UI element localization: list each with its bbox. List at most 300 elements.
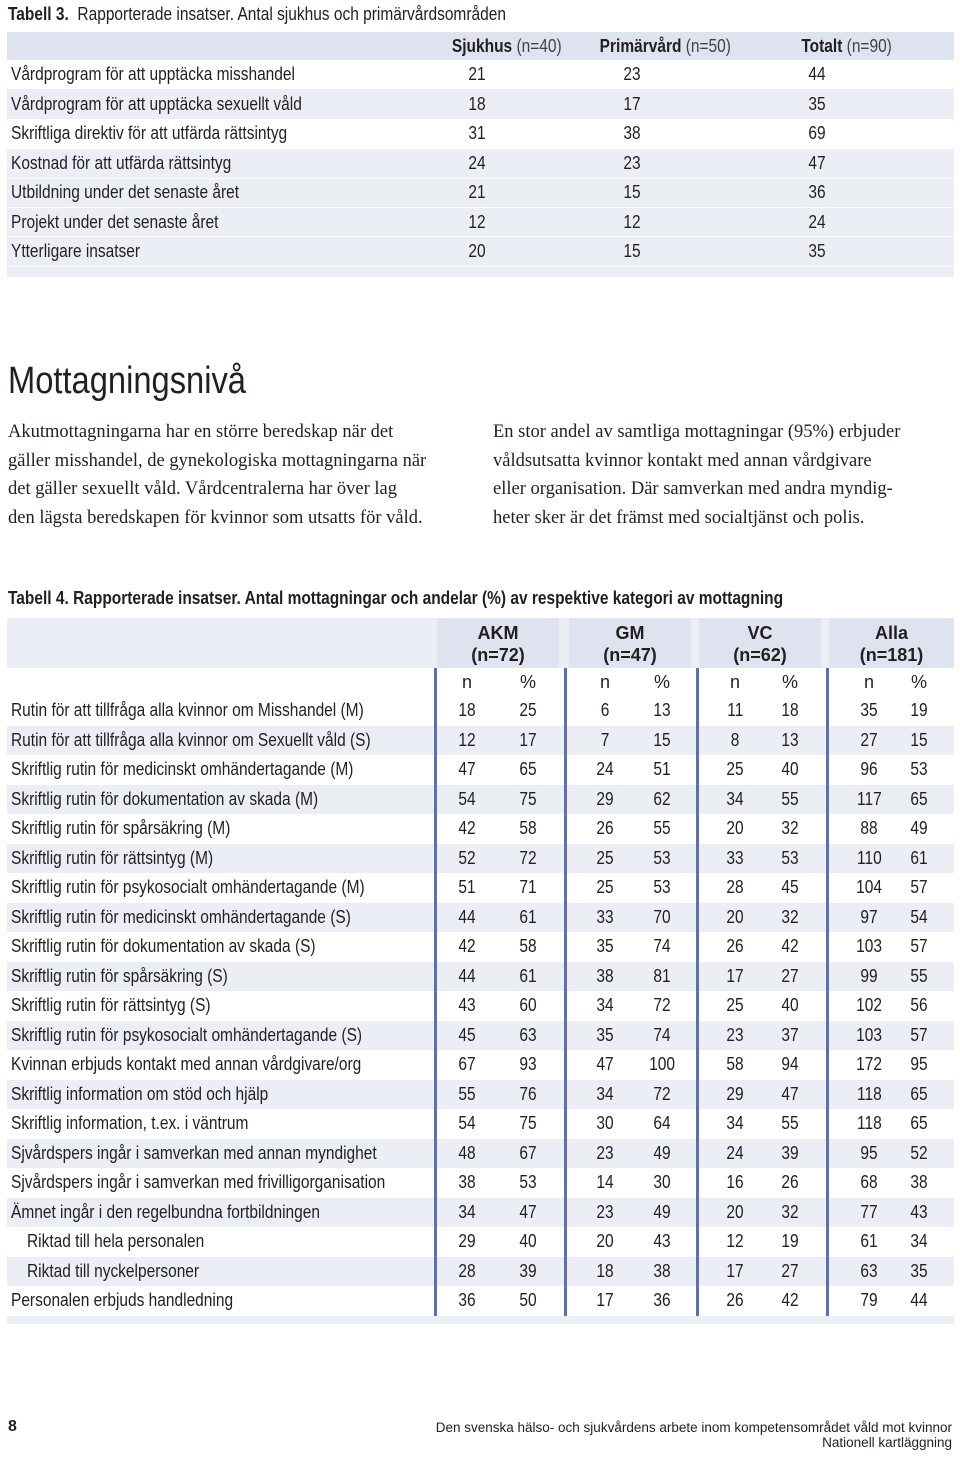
- table4-cell: 49: [910, 818, 928, 839]
- table4-cell: 53: [519, 1172, 537, 1193]
- table4-column-divider: [826, 1168, 829, 1198]
- table4-cell: 50: [519, 1290, 537, 1311]
- table4-row-label: Skriftlig rutin för rättsintyg (M): [11, 847, 214, 868]
- table4-column-divider: [564, 1198, 567, 1228]
- table4-column-divider: [434, 668, 437, 696]
- table4-column-divider: [696, 668, 699, 696]
- table3-cell: 69: [808, 122, 826, 143]
- table4-cell: 117: [856, 788, 882, 809]
- table3-cell: 20: [468, 241, 486, 262]
- table4-cell: 42: [781, 1290, 799, 1311]
- table3-cell: 47: [808, 152, 826, 173]
- table4-cell: 55: [458, 1083, 476, 1104]
- table4-subheader-pct: %: [910, 671, 927, 692]
- table4-column-divider: [826, 962, 829, 992]
- table4-column-divider: [564, 1109, 567, 1139]
- table4-cell: 25: [726, 995, 744, 1016]
- table4-row-label: Riktad till nyckelpersoner: [27, 1260, 200, 1281]
- table4-row-label: Skriftlig rutin för psykosocialt omhändertagande (S): [11, 1024, 363, 1045]
- table4-row-label: Ämnet ingår i den regelbundna fortbildningen: [11, 1201, 320, 1222]
- table3-cell: 31: [468, 122, 486, 143]
- table3: [7, 32, 954, 277]
- table4-cell: 37: [781, 1024, 799, 1045]
- table4-cell: 75: [519, 788, 537, 809]
- table4-row: [7, 1139, 954, 1169]
- table4-column-divider: [434, 1198, 437, 1228]
- table4-row-label: Riktad till hela personalen: [27, 1231, 205, 1252]
- table3-cell: 21: [468, 64, 486, 85]
- table4-cell: 15: [910, 729, 928, 750]
- table4-column-divider: [826, 1139, 829, 1169]
- table4-cell: 54: [458, 788, 476, 809]
- table4-column-divider: [826, 1198, 829, 1228]
- table4-row-label: Sjvårdspers ingår i samverkan med frivilligorganisation: [11, 1172, 386, 1193]
- table4-cell: 67: [519, 1142, 537, 1163]
- table4-cell: 32: [781, 1201, 799, 1222]
- table4-row: [7, 755, 954, 785]
- table4-cell: 97: [860, 906, 878, 927]
- table4-cell: 28: [458, 1260, 476, 1281]
- table3-row-label: Vårdprogram för att upptäcka misshandel: [11, 64, 295, 85]
- table4-column-divider: [564, 1257, 567, 1287]
- table3-body: [7, 60, 954, 277]
- table4-cell: 49: [653, 1201, 671, 1222]
- table4-row-label: Skriftlig rutin för dokumentation av skada (M): [11, 788, 319, 809]
- table4-column-divider: [434, 726, 437, 756]
- table4-cell: 25: [519, 700, 537, 721]
- table4-column-divider: [564, 1286, 567, 1316]
- table4-column-divider: [826, 755, 829, 785]
- table4-cell: 32: [781, 906, 799, 927]
- table3-row-label: Vårdprogram för att upptäcka sexuellt våld: [11, 93, 302, 114]
- table4-column-divider: [434, 873, 437, 903]
- table4-group-akm: AKM (n=72): [437, 618, 559, 668]
- table4-row: [7, 1109, 954, 1139]
- table4-cell: 72: [519, 847, 537, 868]
- table4-column-divider: [564, 1050, 567, 1080]
- table4-cell: 118: [856, 1083, 882, 1104]
- table4-cell: 65: [519, 759, 537, 780]
- table3-cell: 21: [468, 182, 486, 203]
- table4-cell: 11: [726, 700, 744, 721]
- table4-cell: 23: [596, 1201, 614, 1222]
- table4-cell: 40: [781, 995, 799, 1016]
- table4-column-divider: [696, 991, 699, 1021]
- table4-cell: 28: [726, 877, 744, 898]
- table4-column-divider: [696, 1198, 699, 1228]
- table4-column-divider: [564, 726, 567, 756]
- table4-cell: 48: [458, 1142, 476, 1163]
- table4-cell: 36: [653, 1290, 671, 1311]
- table4-row: [7, 1227, 954, 1257]
- table4-column-divider: [434, 1109, 437, 1139]
- table4-cell: 32: [781, 818, 799, 839]
- table4-cell: 43: [653, 1231, 671, 1252]
- table4-cell: 52: [910, 1142, 928, 1163]
- table4-cell: 23: [726, 1024, 744, 1045]
- table4-cell: 74: [653, 1024, 671, 1045]
- table4-cell: 42: [781, 936, 799, 957]
- table4-cell: 24: [726, 1142, 744, 1163]
- table4-cell: 64: [653, 1113, 671, 1134]
- table4-cell: 58: [519, 936, 537, 957]
- table4-row: [7, 1168, 954, 1198]
- table4-column-divider: [434, 814, 437, 844]
- table4-cell: 38: [910, 1172, 928, 1193]
- table4-cell: 39: [519, 1260, 537, 1281]
- table4-cell: 34: [596, 1083, 614, 1104]
- table4-cell: 61: [860, 1231, 878, 1252]
- table4-column-divider: [434, 903, 437, 933]
- table4-subheader-row: [7, 668, 954, 696]
- table3-cell: 36: [808, 182, 826, 203]
- table4-cell: 25: [596, 877, 614, 898]
- table4-column-divider: [564, 668, 567, 696]
- table4-column-divider: [826, 991, 829, 1021]
- table4-row-label: Skriftlig rutin för rättsintyg (S): [11, 995, 211, 1016]
- table4-subheader-pct: %: [519, 671, 536, 692]
- table4-column-divider: [564, 755, 567, 785]
- table4-column-divider: [826, 1286, 829, 1316]
- table4-column-divider: [696, 696, 699, 726]
- table3-cell: 23: [623, 64, 641, 85]
- table4-cell: 33: [726, 847, 744, 868]
- table4-cell: 18: [458, 700, 476, 721]
- table4-cell: 58: [726, 1054, 744, 1075]
- table3-cell: 18: [468, 93, 486, 114]
- table4-subheader-n: n: [863, 671, 874, 692]
- table4-cell: 47: [458, 759, 476, 780]
- table4-cell: 93: [519, 1054, 537, 1075]
- table4-cell: 172: [856, 1054, 882, 1075]
- table4-row-label: Skriftlig rutin för medicinskt omhändertagande (S): [11, 906, 351, 927]
- table4-cell: 102: [856, 995, 882, 1016]
- table4-cell: 26: [726, 1290, 744, 1311]
- table4-cell: 6: [600, 700, 610, 721]
- table4-row: [7, 726, 954, 756]
- table3-bottom-band: [7, 267, 954, 277]
- table3-cell: 17: [623, 93, 641, 114]
- table3-cell: 23: [623, 152, 641, 173]
- table4-column-divider: [564, 1227, 567, 1257]
- table4-column-divider: [826, 932, 829, 962]
- table4-cell: 44: [910, 1290, 928, 1311]
- table4-row: [7, 785, 954, 815]
- table4-column-divider: [434, 785, 437, 815]
- table4-cell: 55: [781, 1113, 799, 1134]
- table4-column-divider: [826, 668, 829, 696]
- table4-cell: 17: [726, 1260, 744, 1281]
- table4-column-divider: [564, 873, 567, 903]
- table3-row: [7, 207, 954, 236]
- table4-group-gm: GM (n=47): [569, 618, 691, 668]
- page-number: 8: [8, 1418, 17, 1435]
- table4-cell: 38: [458, 1172, 476, 1193]
- table4-row-label: Rutin för att tillfråga alla kvinnor om Misshandel (M): [11, 700, 364, 721]
- table4-cell: 79: [860, 1290, 878, 1311]
- table4-subheader-n: n: [461, 671, 472, 692]
- table4-cell: 27: [781, 965, 799, 986]
- table4-cell: 71: [519, 877, 537, 898]
- table4-column-divider: [696, 726, 699, 756]
- table3-row: [7, 148, 954, 177]
- table4-column-divider: [564, 1168, 567, 1198]
- table4-column-divider: [434, 755, 437, 785]
- table4-cell: 65: [910, 1083, 928, 1104]
- table4-cell: 96: [860, 759, 878, 780]
- table4-row-label: Skriftlig rutin för medicinskt omhändertagande (M): [11, 759, 354, 780]
- table4-caption: Tabell 4. Rapporterade insatser. Antal mottagningar och andelar (%) av respektive kategori av mottagning: [8, 587, 784, 608]
- table3-cell: 12: [468, 211, 486, 232]
- table4-cell: 26: [726, 936, 744, 957]
- table4-cell: 19: [781, 1231, 799, 1252]
- table4-cell: 61: [519, 906, 537, 927]
- table3-row-label: Skriftliga direktiv för att utfärda rättsintyg: [11, 122, 288, 143]
- table4-cell: 61: [519, 965, 537, 986]
- table4-cell: 55: [910, 965, 928, 986]
- table4-cell: 20: [726, 1201, 744, 1222]
- table4-column-divider: [434, 1286, 437, 1316]
- table4-cell: 29: [726, 1083, 744, 1104]
- table3-cell: 24: [808, 211, 826, 232]
- table3-row: [7, 119, 954, 148]
- table4-cell: 63: [860, 1260, 878, 1281]
- table4-cell: 110: [856, 847, 882, 868]
- table4-cell: 13: [653, 700, 671, 721]
- table4-column-divider: [564, 844, 567, 874]
- table4-cell: 63: [519, 1024, 537, 1045]
- table4-cell: 55: [781, 788, 799, 809]
- table4-cell: 20: [726, 906, 744, 927]
- table4-column-divider: [826, 726, 829, 756]
- table4-cell: 53: [653, 877, 671, 898]
- table4-cell: 33: [596, 906, 614, 927]
- table4-cell: 42: [458, 936, 476, 957]
- table4-group-vc: VC (n=62): [699, 618, 821, 668]
- table4-cell: 47: [519, 1201, 537, 1222]
- table4-cell: 47: [596, 1054, 614, 1075]
- table3-cell: 15: [623, 182, 641, 203]
- table4-column-divider: [434, 991, 437, 1021]
- table3-header-col3: Totalt (n=90): [801, 35, 893, 56]
- table4-cell: 44: [458, 906, 476, 927]
- table4-cell: 61: [910, 847, 928, 868]
- table4-cell: 29: [458, 1231, 476, 1252]
- table3-header-col2: Primärvård (n=50): [599, 35, 731, 56]
- table4-subheader-n: n: [729, 671, 740, 692]
- table4-cell: 40: [519, 1231, 537, 1252]
- table4-cell: 34: [726, 1113, 744, 1134]
- section-paragraph-left: Akutmottagningarna har en större beredskap när det gäller misshandel, de gynekologiska mottagningarna när det gäller sexuellt våld. Vårdcentralerna har över lag den lägsta beredskapen för kvinnor som utsatts för våld.: [8, 422, 427, 528]
- table4-cell: 29: [596, 788, 614, 809]
- table4-row: [7, 991, 954, 1021]
- table4-column-divider: [696, 1168, 699, 1198]
- table4-cell: 103: [856, 1024, 882, 1045]
- table4-column-divider: [564, 785, 567, 815]
- table4-cell: 100: [649, 1054, 675, 1075]
- table4-column-divider: [826, 844, 829, 874]
- table4-cell: 38: [596, 965, 614, 986]
- table4-column-divider: [564, 991, 567, 1021]
- table4-cell: 70: [653, 906, 671, 927]
- table4-column-divider: [696, 1109, 699, 1139]
- table4-row-label: Rutin för att tillfråga alla kvinnor om Sexuellt våld (S): [11, 729, 371, 750]
- table4-cell: 27: [860, 729, 878, 750]
- table4-column-divider: [696, 1286, 699, 1316]
- table3-cell: 38: [623, 122, 641, 143]
- table4-cell: 42: [458, 818, 476, 839]
- table4-cell: 77: [860, 1201, 878, 1222]
- table4-column-divider: [696, 844, 699, 874]
- table4-row: [7, 844, 954, 874]
- table4-cell: 43: [910, 1201, 928, 1222]
- table4-group-alla: Alla (n=181): [829, 618, 954, 668]
- table4-cell: 51: [458, 877, 476, 898]
- table4-cell: 44: [458, 965, 476, 986]
- table4-cell: 39: [781, 1142, 799, 1163]
- table4-cell: 67: [458, 1054, 476, 1075]
- table4-cell: 57: [910, 877, 928, 898]
- table4-column-divider: [826, 785, 829, 815]
- table3-row: [7, 89, 954, 118]
- table3-row: [7, 178, 954, 207]
- table4-row-label: Skriftlig rutin för dokumentation av skada (S): [11, 936, 316, 957]
- table3-cell: 44: [808, 64, 826, 85]
- table4-cell: 34: [726, 788, 744, 809]
- table4-cell: 54: [458, 1113, 476, 1134]
- table4-column-divider: [826, 903, 829, 933]
- table4-cell: 53: [781, 847, 799, 868]
- table4-cell: 35: [860, 700, 878, 721]
- table4-column-divider: [564, 1080, 567, 1110]
- table4-column-divider: [696, 873, 699, 903]
- table3-caption-text: Rapporterade insatser. Antal sjukhus och primärvårdsområden: [77, 3, 506, 24]
- table4-row-label: Skriftlig information, t.ex. i väntrum: [11, 1113, 249, 1134]
- table4-cell: 34: [596, 995, 614, 1016]
- table3-cell: 24: [468, 152, 486, 173]
- table4-cell: 20: [726, 818, 744, 839]
- table4-cell: 57: [910, 1024, 928, 1045]
- table4-row-label: Sjvårdspers ingår i samverkan med annan myndighet: [11, 1142, 377, 1163]
- table4-column-divider: [696, 1021, 699, 1051]
- table4-column-divider: [826, 1021, 829, 1051]
- table4-column-divider: [826, 1227, 829, 1257]
- table4-cell: 47: [781, 1083, 799, 1104]
- table4-cell: 58: [519, 818, 537, 839]
- table4-cell: 54: [910, 906, 928, 927]
- table4-cell: 20: [596, 1231, 614, 1252]
- table4-row: [7, 1080, 954, 1110]
- table3-cell: 35: [808, 241, 826, 262]
- table4-cell: 45: [458, 1024, 476, 1045]
- table4-column-divider: [434, 1080, 437, 1110]
- table4-column-divider: [564, 1139, 567, 1169]
- table4-cell: 15: [653, 729, 671, 750]
- table4-bottom-band: [7, 1316, 954, 1324]
- table4-cell: 72: [653, 995, 671, 1016]
- table4-cell: 40: [781, 759, 799, 780]
- table4-cell: 36: [458, 1290, 476, 1311]
- table4-row: [7, 1286, 954, 1316]
- table4-column-divider: [826, 873, 829, 903]
- table4-cell: 19: [910, 700, 928, 721]
- table4-row: [7, 903, 954, 933]
- table4-cell: 14: [596, 1172, 614, 1193]
- table4-cell: 72: [653, 1083, 671, 1104]
- table4-cell: 26: [781, 1172, 799, 1193]
- table4-row-label: Kvinnan erbjuds kontakt med annan vårdgivare/org: [11, 1054, 362, 1075]
- table4-cell: 23: [596, 1142, 614, 1163]
- table4-cell: 94: [781, 1054, 799, 1075]
- table3-row-label: Projekt under det senaste året: [11, 211, 219, 232]
- table4-cell: 16: [726, 1172, 744, 1193]
- table4-row: [7, 696, 954, 726]
- table4-cell: 8: [730, 729, 740, 750]
- table4-cell: 17: [596, 1290, 614, 1311]
- table4-cell: 57: [910, 936, 928, 957]
- table4-column-divider: [826, 1257, 829, 1287]
- table4-column-divider: [696, 1139, 699, 1169]
- table4-column-divider: [434, 1227, 437, 1257]
- table4-cell: 24: [596, 759, 614, 780]
- table4-column-divider: [826, 814, 829, 844]
- table4-cell: 17: [519, 729, 537, 750]
- footer-text: Den svenska hälso- och sjukvårdens arbete inom kompetensområdet våld mot kvinnor Nationell kartläggning: [435, 1420, 952, 1450]
- table3-caption: [8, 0, 587, 28]
- table4-cell: 68: [860, 1172, 878, 1193]
- table4-column-divider: [564, 932, 567, 962]
- table4-cell: 103: [856, 936, 882, 957]
- table4-cell: 18: [596, 1260, 614, 1281]
- table4-row-label: Skriftlig rutin för psykosocialt omhändertagande (M): [11, 877, 365, 898]
- table4-cell: 25: [726, 759, 744, 780]
- table4-row: [7, 873, 954, 903]
- table4-cell: 30: [596, 1113, 614, 1134]
- table4-cell: 52: [458, 847, 476, 868]
- section-paragraph-right: En stor andel av samtliga mottagningar (95%) erbjuder våldsutsatta kvinnor kontakt med annan vårdgivare eller organisation. Där samverkan med andra myndig- heter sker är det främst med socialtjänst och polis.: [493, 422, 901, 528]
- table4-column-divider: [826, 1050, 829, 1080]
- table3-cell: 12: [623, 211, 641, 232]
- table4: [7, 618, 954, 1324]
- table4-column-divider: [696, 785, 699, 815]
- table4-column-divider: [696, 1050, 699, 1080]
- table4-row-label: Skriftlig information om stöd och hjälp: [11, 1083, 269, 1104]
- table3-row-label: Kostnad för att utfärda rättsintyg: [11, 152, 232, 173]
- table4-cell: 35: [596, 1024, 614, 1045]
- table4-cell: 13: [781, 729, 799, 750]
- table4-column-divider: [696, 814, 699, 844]
- table4-cell: 12: [726, 1231, 744, 1252]
- table4-cell: 118: [856, 1113, 882, 1134]
- table4-column-divider: [564, 814, 567, 844]
- table4-cell: 35: [910, 1260, 928, 1281]
- table3-row: [7, 236, 954, 265]
- table4-row: [7, 1021, 954, 1051]
- table4-row: [7, 1050, 954, 1080]
- table4-cell: 104: [856, 877, 882, 898]
- table4-body: [7, 696, 954, 1316]
- table4-column-divider: [696, 903, 699, 933]
- table3-caption-number: Tabell 3.: [8, 3, 69, 24]
- table4-column-divider: [696, 932, 699, 962]
- table4-column-divider: [696, 1227, 699, 1257]
- table4-column-divider: [696, 1080, 699, 1110]
- table4-column-divider: [434, 844, 437, 874]
- table4-cell: 65: [910, 1113, 928, 1134]
- table3-header-row: [7, 32, 954, 60]
- table4-cell: 75: [519, 1113, 537, 1134]
- table4-subheader-n: n: [599, 671, 610, 692]
